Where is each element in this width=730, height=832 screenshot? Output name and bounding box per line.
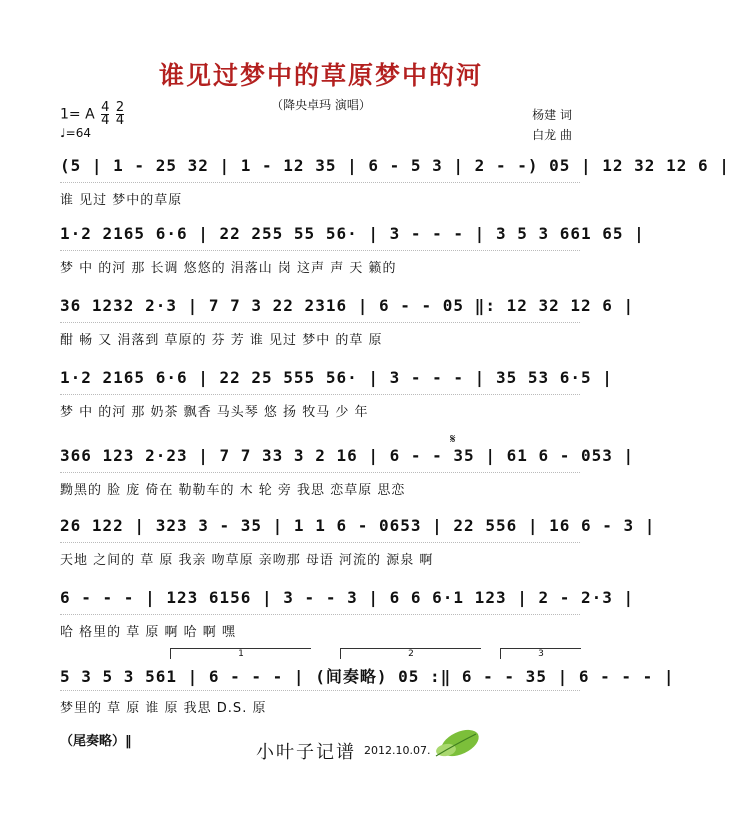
performer-note: （降央卓玛 演唱） <box>271 98 371 112</box>
segno-icon: 𝄋 <box>450 432 456 447</box>
tempo-mark: ♩=64 <box>60 126 91 140</box>
score-line-7 <box>60 588 635 643</box>
score-line-3 <box>60 296 635 351</box>
notation-row: 6 - - - | 123 6156 | 3 - - 3 | 6 6 6·1 123 | 2 - 2·3 | <box>60 588 580 615</box>
notation-row: 1·2 2165 6·6 | 22 255 55 56· | 3 - - - | 3 5 3 661 65 | <box>60 224 580 251</box>
lyrics-row: 梦 中 的河 那 奶茶 飘香 马头琴 悠 扬 牧马 少 年 <box>60 405 369 420</box>
lyricist-credit: 杨建 词 <box>532 108 572 122</box>
time-signature-2: $\frac{2}{4}$ <box>115 100 125 128</box>
notation-row: (5 | 1 - 25 32 | 1 - 12 35 | 6 - 5 3 | 2 - -) 05 | 12 32 12 6 | <box>60 156 580 183</box>
key-signature <box>60 102 124 127</box>
lyrics-row: 黝黑的 脸 庞 倚在 勒勒车的 木 轮 旁 我思 恋草原 思恋 <box>60 483 406 498</box>
score-line-1 <box>60 156 730 211</box>
transcriber-signature: 小叶子记谱 <box>256 742 356 763</box>
score-line-2 <box>60 224 645 279</box>
song-title: 谁见过梦中的草原梦中的河 <box>158 61 483 90</box>
volta-brackets <box>170 648 580 660</box>
score-line-6 <box>60 516 656 571</box>
key-label: 1= A <box>60 106 95 123</box>
lyrics-row: 天地 之间的 草 原 我亲 吻草原 亲吻那 母语 河流的 源泉 啊 <box>60 553 434 568</box>
lyrics-row: 酣 畅 又 涓落到 草原的 芬 芳 谁 见过 梦中 的草 原 <box>60 333 383 348</box>
composer-credit: 白龙 曲 <box>532 128 572 142</box>
notation-row: 1·2 2165 6·6 | 22 25 555 56· | 3 - - - | 35 53 6·5 | <box>60 368 580 395</box>
notation-row: 366 123 2·23 | 7 7 33 3 2 16 | 6 - - 35 | 61 6 - 053 | <box>60 446 580 473</box>
volta-1: 1 <box>170 648 311 659</box>
lyrics-row: 哈 格里的 草 原 啊 哈 啊 嘿 <box>60 625 236 640</box>
score-line-8 <box>60 664 675 719</box>
lyrics-row: 梦里的 草 原 谁 原 我思 D.S. 原 <box>60 701 267 716</box>
outro-note: （尾奏略）‖ <box>60 734 132 749</box>
transcription-date: 2012.10.07. <box>364 744 431 757</box>
notation-row: 26 122 | 323 3 - 35 | 1 1 6 - 0653 | 22 556 | 16 6 - 3 | <box>60 516 580 543</box>
volta-3: 3 <box>500 648 581 659</box>
notation-row: 36 1232 2·3 | 7 7 3 22 2316 | 6 - - 05 ‖: 12 32 12 6 | <box>60 296 580 323</box>
notation-row: 5 3 5 3 561 | 6 - - - | (间奏略) 05 :‖ 6 - - 35 | 6 - - - | <box>60 664 580 691</box>
leaf-icon <box>430 726 484 760</box>
lyrics-row: 谁 见过 梦中的草原 <box>60 193 183 208</box>
score-line-5 <box>60 446 635 501</box>
time-signature-1: $\frac{4}{4}$ <box>101 100 110 128</box>
lyrics-row: 梦 中 的河 那 长调 悠悠的 涓落山 岗 这声 声 天 籁的 <box>60 261 397 276</box>
volta-2: 2 <box>340 648 481 659</box>
score-line-4 <box>60 368 613 423</box>
